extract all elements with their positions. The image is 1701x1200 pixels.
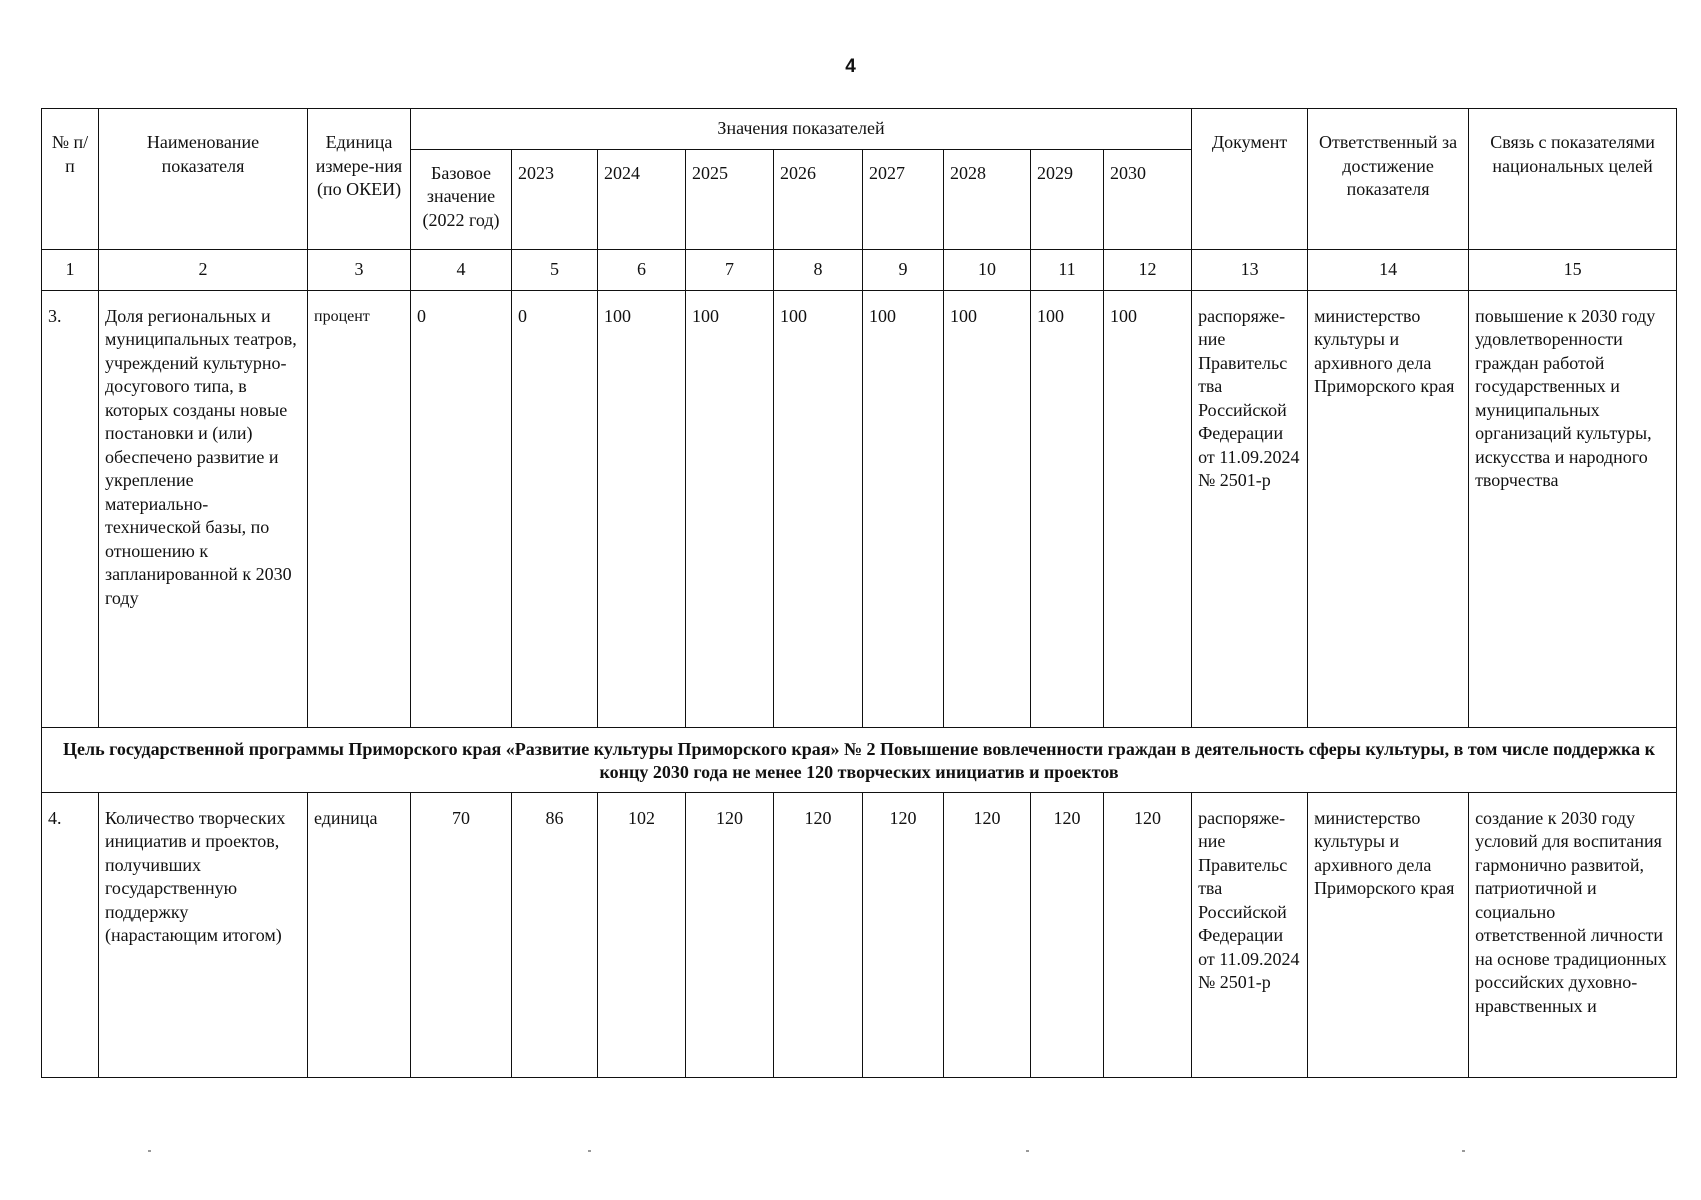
base-value: 0 [411, 290, 512, 727]
goal-row [42, 727, 1677, 792]
header-document: Документ [1192, 109, 1308, 250]
year-value: 120 [944, 792, 1031, 1077]
header-year: 2027 [863, 149, 944, 249]
header-year: 2024 [598, 149, 686, 249]
header-year: 2028 [944, 149, 1031, 249]
header-row [42, 109, 1677, 150]
column-number: 1 [42, 249, 99, 290]
indicator-unit: единица [308, 792, 411, 1077]
column-number: 8 [774, 249, 863, 290]
base-value: 70 [411, 792, 512, 1077]
national-goal-link-cell: создание к 2030 году условий для воспитания гармонично развитой, патриотичной и социально ответственной личности на основе традиционных российских духовно-нравственных и [1469, 792, 1677, 1077]
column-number: 15 [1469, 249, 1677, 290]
responsible-cell: министерство культуры и архивного дела Приморского края [1308, 290, 1469, 727]
scan-dot [1026, 1150, 1029, 1152]
header-year: 2023 [512, 149, 598, 249]
column-number: 9 [863, 249, 944, 290]
column-number: 4 [411, 249, 512, 290]
header-year: 2026 [774, 149, 863, 249]
header-responsible: Ответственный за достижение показателя [1308, 109, 1469, 250]
program-goal: Цель государственной программы Приморского края «Развитие культуры Приморского края» № 2 Повышение вовлеченности граждан в деятельность сферы культуры, в том числе поддержка к концу 2030 года не менее 120 творческих инициатив и проектов [42, 727, 1677, 792]
year-value: 100 [944, 290, 1031, 727]
scan-dot [148, 1150, 151, 1152]
year-value: 100 [774, 290, 863, 727]
header-base-value: Базовое значение (2022 год) [411, 149, 512, 249]
column-number: 5 [512, 249, 598, 290]
column-number: 6 [598, 249, 686, 290]
indicator-name: Количество творческих инициатив и проектов, получивших государственную поддержку (нарастающим итогом) [99, 792, 308, 1077]
scan-artifacts [0, 1150, 1701, 1160]
scan-dot [588, 1150, 591, 1152]
indicator-name: Доля региональных и муниципальных театров, учреждений культурно-досугового типа, в которых созданы новые постановки и (или) обеспечено развитие и укрепление материально-технической базы, по отношению к запланированной к 2030 году [99, 290, 308, 727]
indicator-unit: процент [308, 290, 411, 727]
year-value: 86 [512, 792, 598, 1077]
year-value: 100 [1031, 290, 1104, 727]
year-value: 102 [598, 792, 686, 1077]
table-row-3 [42, 290, 1677, 727]
page-number: 4 [845, 56, 856, 77]
year-value: 120 [1031, 792, 1104, 1077]
year-value: 100 [1104, 290, 1192, 727]
row-number: 4. [42, 792, 99, 1077]
column-number: 14 [1308, 249, 1469, 290]
header-values-group: Значения показателей [411, 109, 1192, 150]
column-number: 7 [686, 249, 774, 290]
year-value: 120 [686, 792, 774, 1077]
indicators-table [41, 108, 1677, 1078]
column-numbers-row [42, 249, 1677, 290]
scan-dot [1462, 1150, 1465, 1152]
column-number: 11 [1031, 249, 1104, 290]
table-row-4 [42, 792, 1677, 1077]
header-unit: Единица измере-ния (по ОКЕИ) [308, 109, 411, 250]
column-number: 3 [308, 249, 411, 290]
document-cell: распоряже-ние Правительс тва Российской Федерации от 11.09.2024 № 2501-р [1192, 792, 1308, 1077]
column-number: 2 [99, 249, 308, 290]
year-value: 120 [863, 792, 944, 1077]
year-value: 100 [598, 290, 686, 727]
year-value: 100 [686, 290, 774, 727]
year-value: 120 [1104, 792, 1192, 1077]
document-cell: распоряже-ние Правительс тва Российской Федерации от 11.09.2024 № 2501-р [1192, 290, 1308, 727]
header-year: 2030 [1104, 149, 1192, 249]
year-value: 100 [863, 290, 944, 727]
header-link: Связь с показателями национальных целей [1469, 109, 1677, 250]
column-number: 10 [944, 249, 1031, 290]
national-goal-link-cell: повышение к 2030 году удовлетворенности граждан работой государственных и муниципальных организаций культуры, искусства и народного творчества [1469, 290, 1677, 727]
column-number: 13 [1192, 249, 1308, 290]
header-num: № п/п [42, 109, 99, 250]
responsible-cell: министерство культуры и архивного дела Приморского края [1308, 792, 1469, 1077]
column-number: 12 [1104, 249, 1192, 290]
header-year: 2029 [1031, 149, 1104, 249]
header-year: 2025 [686, 149, 774, 249]
row-number: 3. [42, 290, 99, 727]
header-name: Наименование показателя [99, 109, 308, 250]
year-value: 120 [774, 792, 863, 1077]
year-value: 0 [512, 290, 598, 727]
